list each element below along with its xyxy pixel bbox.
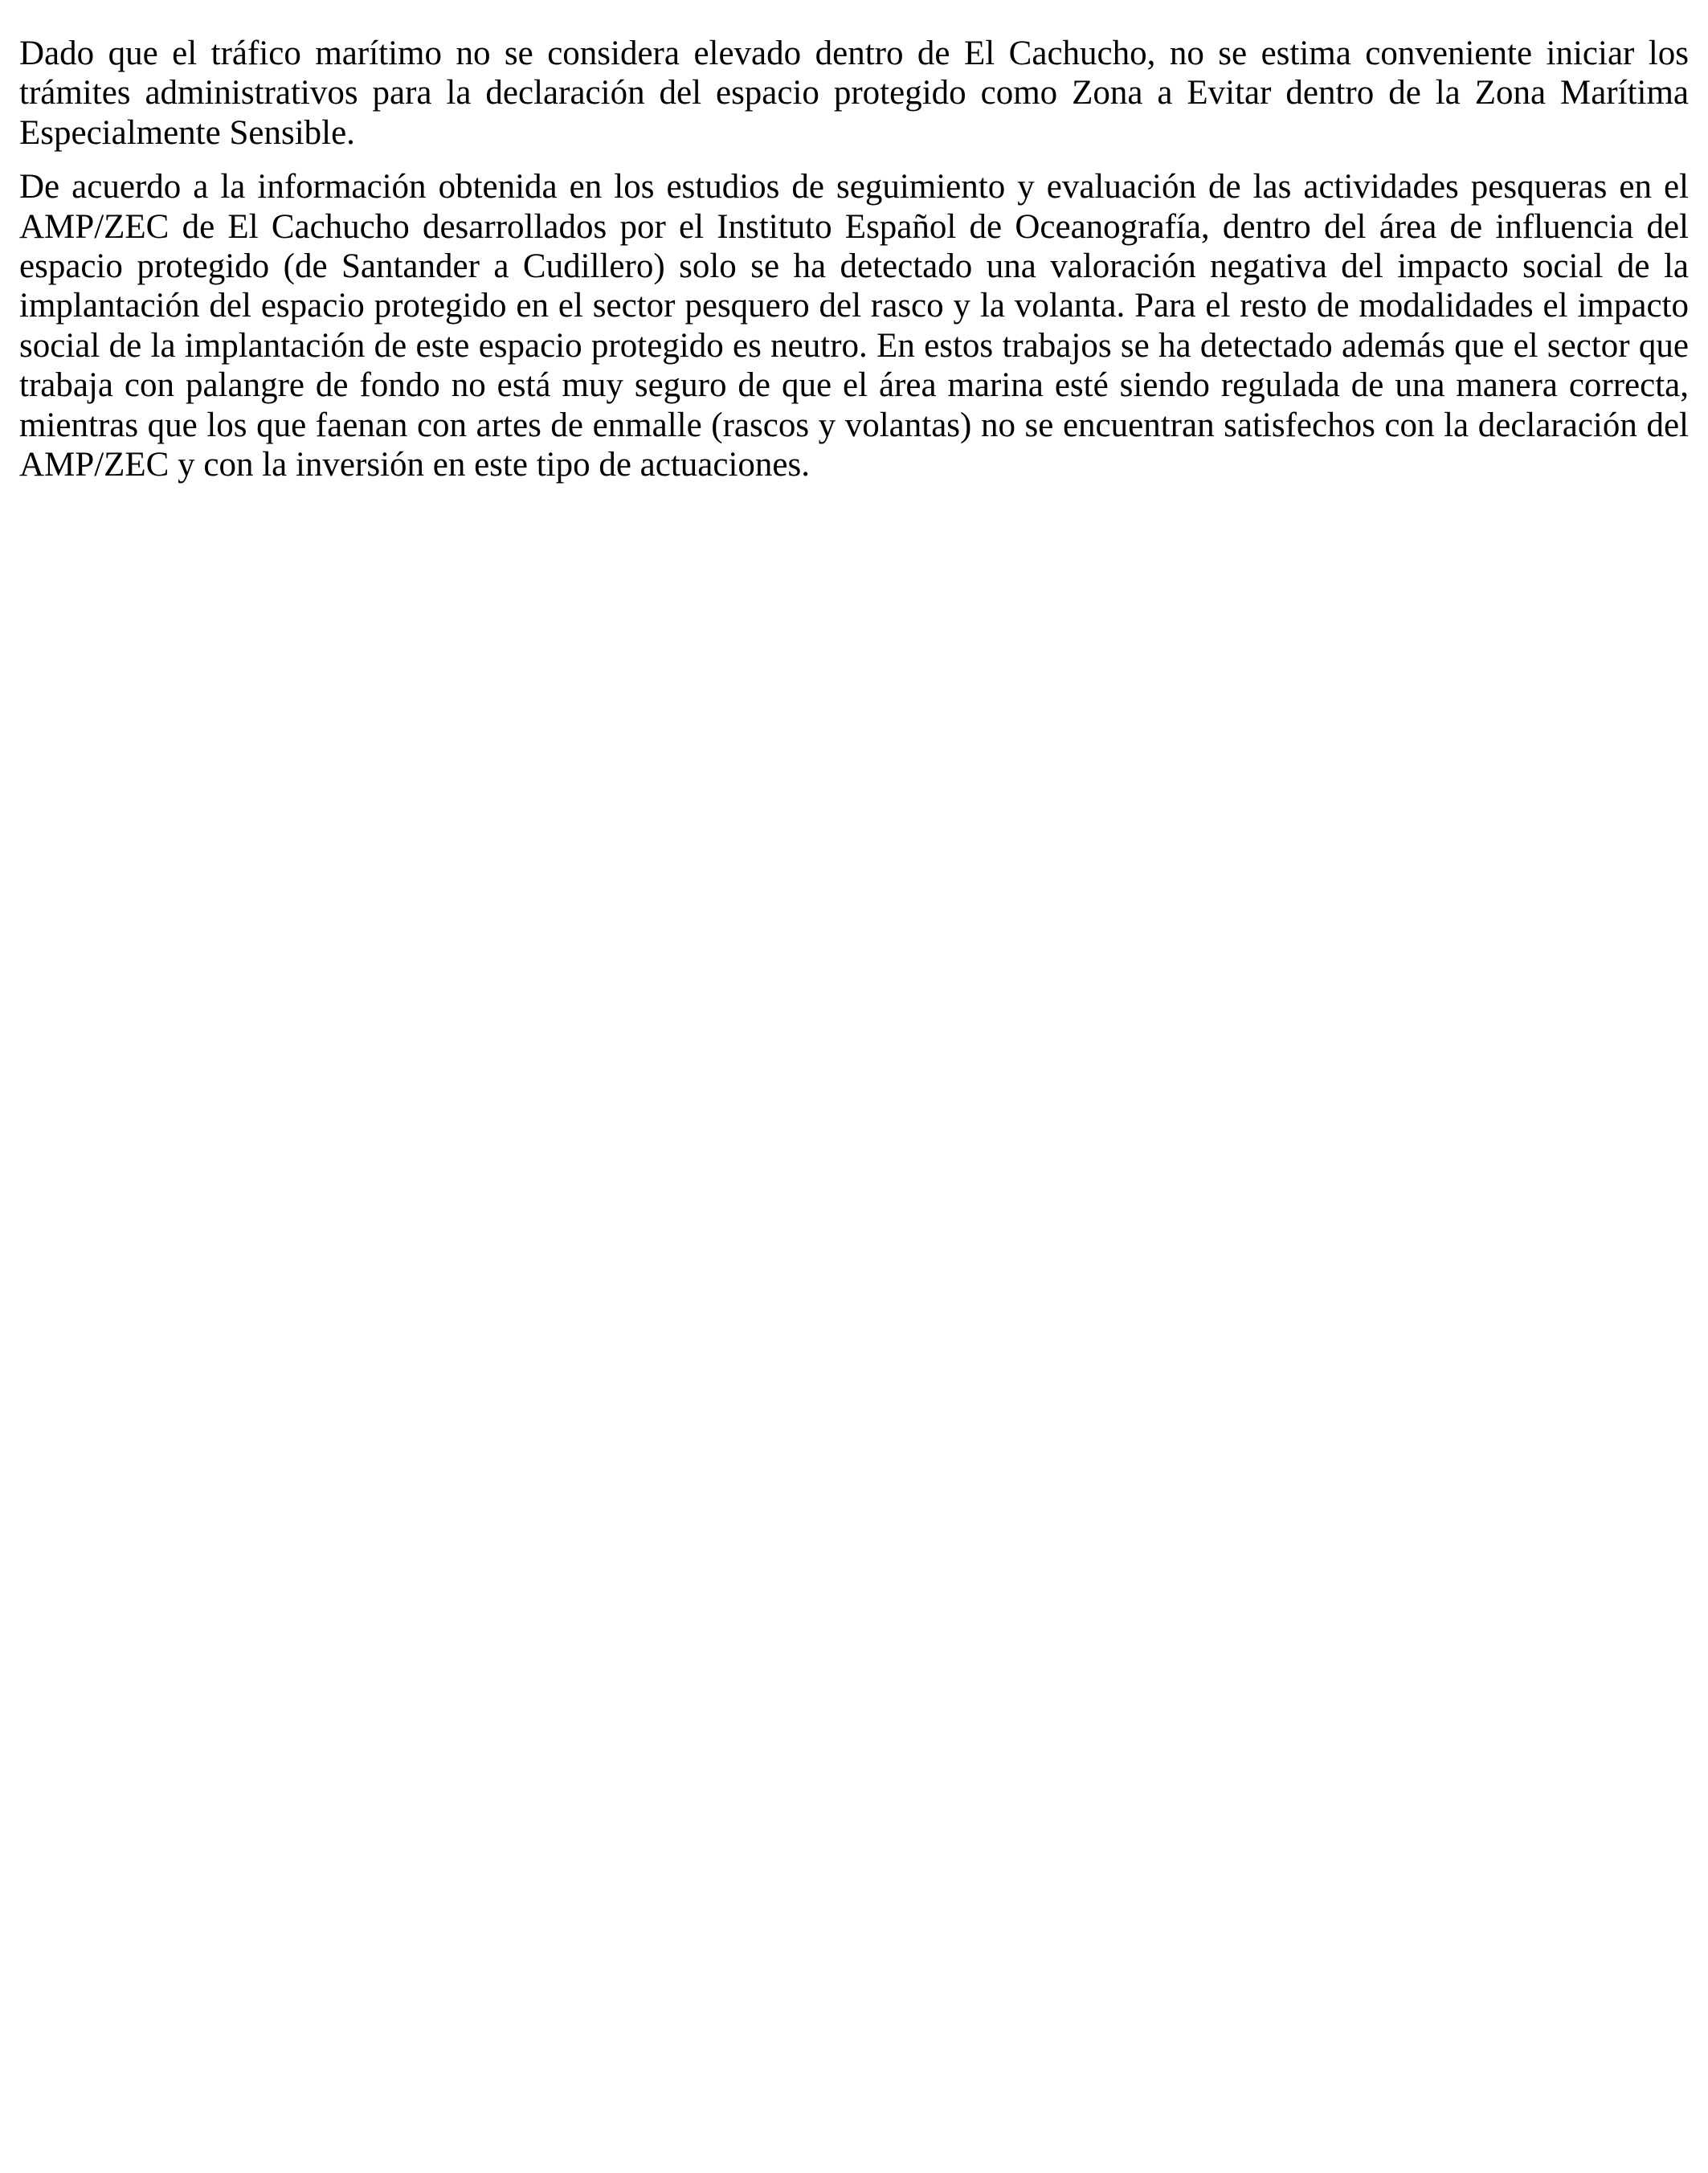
paragraph-maritime-traffic: Dado que el tráfico marítimo no se considera elevado dentro de El Cachucho, no se estima conveniente iniciar los trámites administrativos para la declaración del espacio protegido como Zona a Evitar dentro de la Zona Marítima Especialmente Sensible. (19, 35, 1689, 152)
document-page (19, 34, 1689, 484)
paragraph-fishing-impact: De acuerdo a la información obtenida en los estudios de seguimiento y evaluación de las actividades pesqueras en el AMP/ZEC de El Cachucho desarrollados por el Instituto Español de Oceanografía, dentro del área de influencia del espacio protegido (de Santander a Cudillero) solo se ha detectado una valoración negativa del impacto social de la implantación del espacio protegido en el sector pesquero del rasco y la volanta. Para el resto de modalidades el impacto social de la implantación de este espacio protegido es neutro. En estos trabajos se ha detectado además que el sector que trabaja con palangre de fondo no está muy seguro de que el área marina esté siendo regulada de una manera correcta, mientras que los que faenan con artes de enmalle (rascos y volantas) no se encuentran satisfechos con la declaración del AMP/ZEC y con la inversión en este tipo de actuaciones. (19, 168, 1689, 484)
